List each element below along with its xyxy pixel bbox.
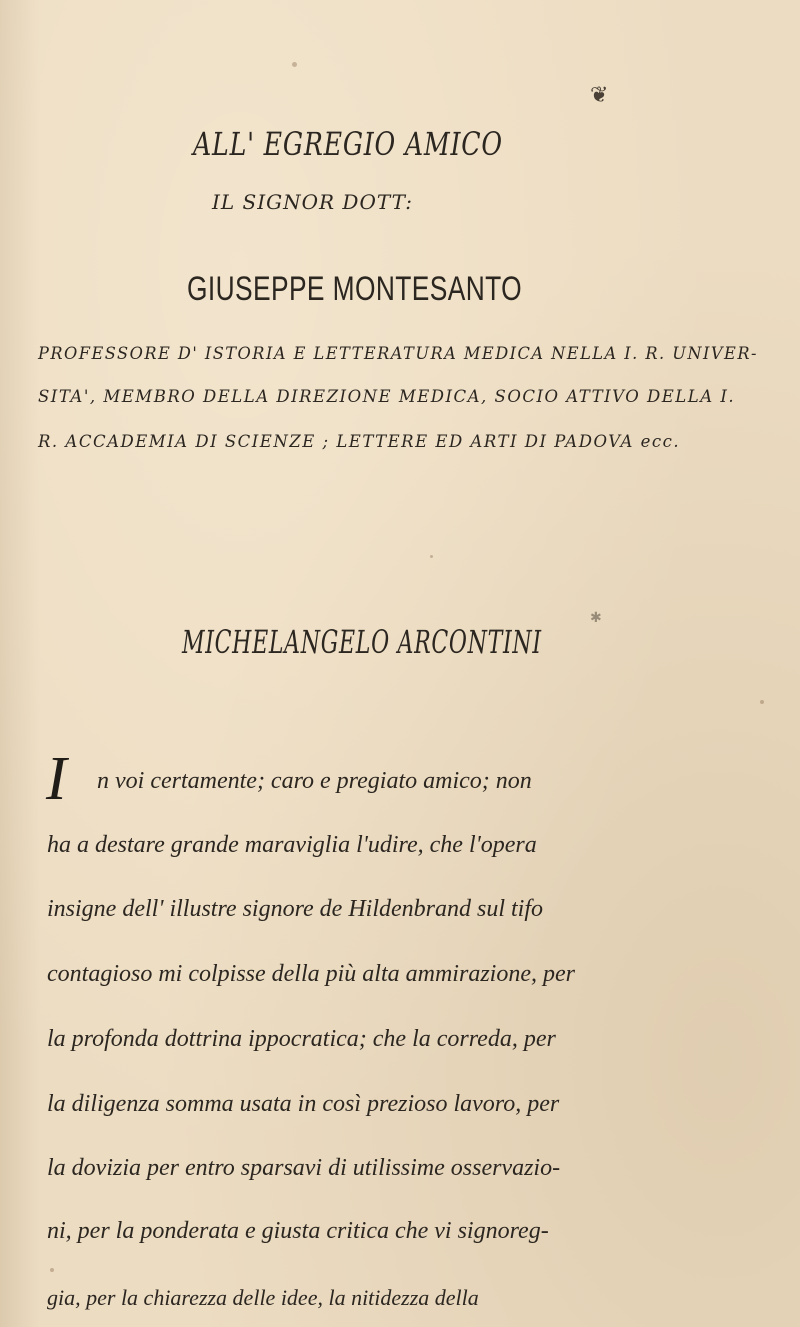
foxing-spot [760,700,764,704]
body-text-line: contagioso mi colpisse della più alta ammirazione, per [47,961,575,987]
body-text-line: ni, per la ponderata e giusta critica che vi signoreg- [47,1218,549,1244]
dedicatee-titles-line: SITA', MEMBRO DELLA DIREZIONE MEDICA, SOCIO ATTIVO DELLA I. [38,387,736,406]
author-signature: MICHELANGELO ARCONTINI [182,623,542,661]
foxing-spot [50,1268,54,1272]
foxing-spot [292,62,297,67]
body-text-line: la profonda dottrina ippocratica; che la correda, per [47,1026,556,1052]
body-text-line: ha a destare grande maraviglia l'udire, che l'opera [47,832,537,858]
addressee-title: IL SIGNOR DOTT: [212,190,413,214]
body-text-line: n voi certamente; caro e pregiato amico; non [97,768,532,794]
foxing-spot [430,555,433,558]
ink-stain-icon: ✱ [590,611,602,626]
body-text-line: la diligenza somma usata in così prezioso lavoro, per [47,1091,560,1117]
drop-cap-letter: I [46,745,67,813]
body-text-line: insigne dell' illustre signore de Hildenbrand sul tifo [47,896,543,922]
fleuron-icon: ❦ [590,82,609,107]
dedicatee-titles-line: R. ACCADEMIA DI SCIENZE ; LETTERE ED ARTI DI PADOVA ecc. [38,432,681,451]
body-text-line: la dovizia per entro sparsavi di utilissime osservazio- [47,1155,561,1181]
dedicatee-titles-line: PROFESSORE D' ISTORIA E LETTERATURA MEDICA NELLA I. R. UNIVER- [38,344,758,363]
dedication-heading: ALL' EGREGIO AMICO [193,125,503,163]
body-text-line: gia, per la chiarezza delle idee, la nitidezza della [47,1285,479,1310]
dedicatee-name: GIUSEPPE MONTESANTO [187,270,523,308]
